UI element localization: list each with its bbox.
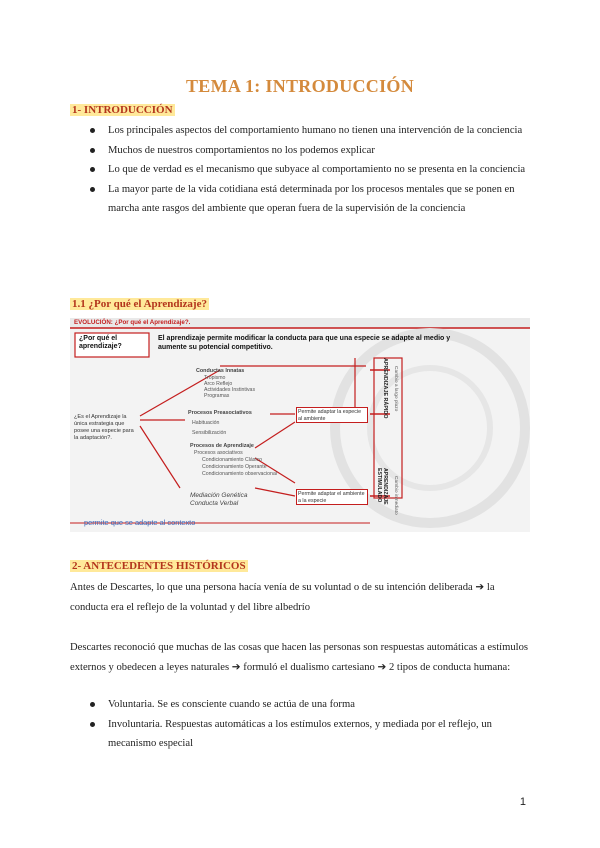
subsection-heading-aprendizaje: 1.1 ¿Por qué el Aprendizaje? [72,298,207,310]
learning-item: Condicionamiento Clásico [202,457,262,463]
conduct-types-list [88,695,530,754]
innate-title: Conductas Innatas [196,368,245,374]
list-item: Voluntaria. Se es consciente cuando se actúa de una forma [88,695,530,715]
list-item: Lo que de verdad es el mecanismo que subyace al comportamiento no se presenta en la conciencia [88,160,530,180]
section-heading-introduccion: 1- INTRODUCCIÓN [72,104,173,116]
list-item: Los principales aspectos del comportamiento humano no tienen una intervención de la conciencia [88,121,530,141]
page-number: 1 [519,796,526,808]
innate-item: Programas [204,393,230,399]
genetic-mediation: Mediación Genética Conducta Verbal [190,492,248,507]
paragraph-descartes-before: Antes de Descartes, lo que una persona hacía venía de su voluntad o de su intención deliberada ➔ la conducta era el reflejo de la voluntad y del libre albedrío [70,582,495,613]
preassoc-item: Sensibilización [192,430,227,436]
preassoc-item: Habituación [192,420,220,426]
vertical-label-bottom: APRENDIZAJE ESTIMULADO [376,468,388,505]
preassoc-title: Procesos Preasociativos [188,410,252,416]
innate-item: Tropismo [204,375,226,381]
vertical-sublabel-top: Cambio a largo plazo [393,366,398,412]
intro-bullet-list [88,121,530,219]
vertical-sublabel-bottom: Cambio inmediato [393,476,398,515]
diagram-caption: permite que se adapte al contexto [84,518,196,527]
evolution-diagram [70,318,530,532]
diagram-statement: El aprendizaje permite modificar la conducta para que una especie se adapte al medio y aumente su potencial competitivo. [158,335,451,351]
paragraph-descartes-dualism: Descartes reconoció que muchas de las cosas que hacen las personas son respuestas automáticas a estímulos externos y obedecen a leyes naturales ➔ formuló el dualismo cartesiano ➔ 2 tipos de conducta humana: [70,642,529,673]
list-item: La mayor parte de la vida cotidiana está determinada por los procesos mentales que se ponen en marcha ante rasgos del ambiente que operan fuera de la supervisión de la conciencia [88,180,530,219]
innate-item: Actividades Instintivas [204,387,256,393]
learning-item: Condicionamiento Operante [202,464,267,470]
vertical-label-top: APRENDIZAJE RÁPIDO [382,358,388,419]
innate-item: Arco Reflejo [204,381,233,387]
diagram-header: EVOLUCIÓN: ¿Por qué el Aprendizaje?. [74,319,191,326]
diagram-left-question: ¿Es el Aprendizaje la única estrategia que posee una especie para la adaptación?. [74,414,134,441]
learning-item: Condicionamiento observacional [202,471,277,477]
learning-item: Procesos asociativos [194,450,243,456]
diagram-question: ¿Por qué el aprendizaje? [79,335,122,350]
section-heading-antecedentes: 2- ANTECEDENTES HISTÓRICOS [72,560,246,572]
list-item: Muchos de nuestros comportamientos no los podemos explicar [88,141,530,161]
box-adapt-environment: Permite adaptar el ambiente a la especie [296,489,368,505]
page-title: TEMA 1: INTRODUCCIÓN [185,76,414,96]
learning-title: Procesos de Aprendizaje [190,443,254,449]
box-adapt-species: Permite adaptar la especie al ambiente [296,407,368,423]
list-item: Involuntaria. Respuestas automáticas a los estímulos externos, y mediada por el reflejo, un mecanismo especial [88,715,530,754]
